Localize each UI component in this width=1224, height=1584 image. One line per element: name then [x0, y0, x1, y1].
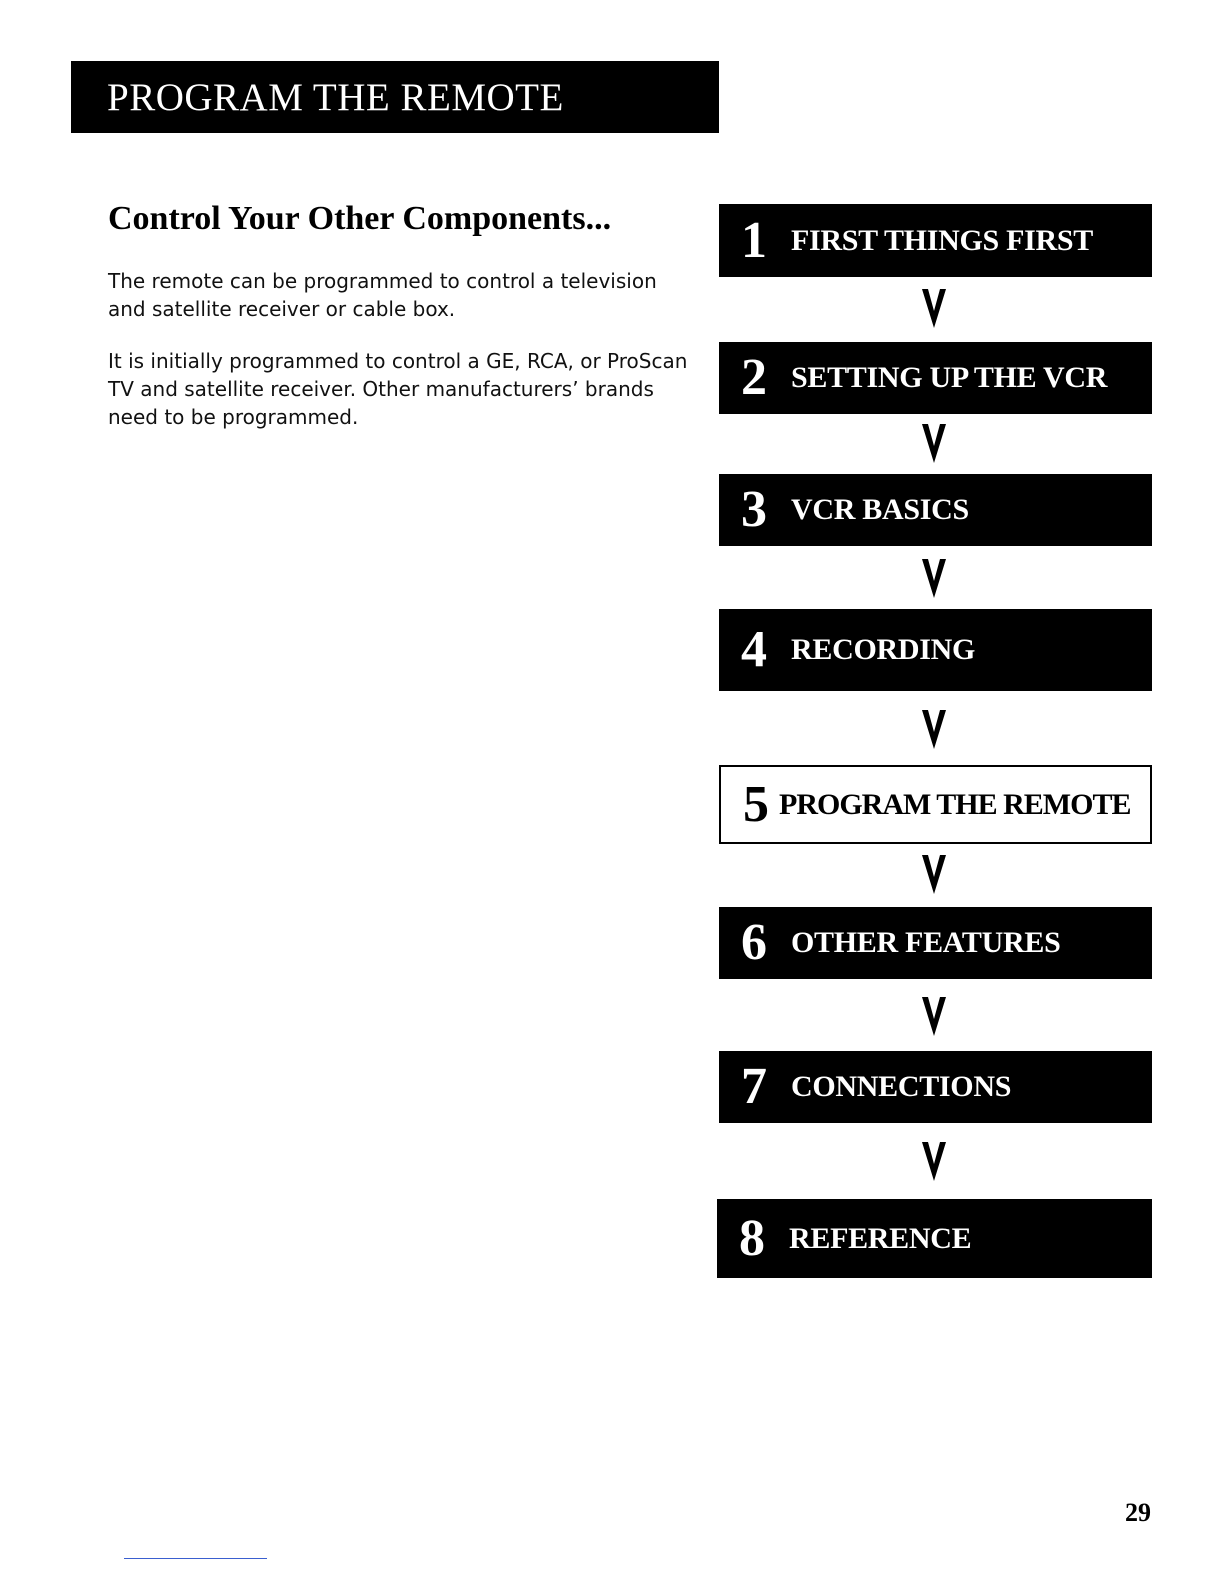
down-arrow-icon	[919, 1140, 949, 1184]
chapter-step-5-current[interactable]	[719, 765, 1152, 844]
footer-divider	[124, 1558, 267, 1559]
step-label: SETTING UP THE VCR	[791, 361, 1108, 394]
step-number: 1	[741, 211, 767, 269]
intro-paragraph-1: The remote can be programmed to control a television and satellite receiver or cable box.	[108, 269, 657, 321]
down-arrow-icon	[919, 853, 949, 897]
down-arrow-icon	[919, 287, 949, 331]
step-number: 6	[741, 914, 767, 971]
step-label: FIRST THINGS FIRST	[791, 223, 1093, 257]
down-arrow-icon	[919, 708, 949, 752]
step-number: 8	[739, 1209, 765, 1267]
down-arrow-icon	[919, 422, 949, 466]
section-title: Control Your Other Components...	[108, 200, 612, 237]
step-label: VCR BASICS	[791, 493, 969, 526]
step-label: OTHER FEATURES	[791, 926, 1061, 959]
chapter-step-8[interactable]	[717, 1199, 1152, 1278]
step-number: 2	[741, 349, 767, 406]
down-arrow-icon	[919, 995, 949, 1039]
chapter-step-3[interactable]	[719, 474, 1152, 546]
step-label: CONNECTIONS	[791, 1070, 1012, 1103]
page-header-title: PROGRAM THE REMOTE	[107, 75, 564, 119]
chapter-step-4[interactable]	[719, 609, 1152, 691]
chapter-step-6[interactable]	[719, 907, 1152, 979]
page-header-bar	[71, 61, 719, 133]
step-label: PROGRAM THE REMOTE	[779, 787, 1131, 821]
step-number: 5	[743, 775, 769, 833]
step-number: 7	[741, 1058, 767, 1115]
chapter-step-7[interactable]	[719, 1051, 1152, 1123]
step-number: 4	[741, 621, 767, 678]
intro-paragraph-2: It is initially programmed to control a GE, RCA, or ProScan TV and satellite receiver. Other manufacturers’ brands need to be programmed.	[108, 349, 688, 429]
chapter-step-1[interactable]	[719, 204, 1152, 277]
page-number: 29	[1125, 1498, 1151, 1527]
down-arrow-icon	[919, 557, 949, 601]
step-label: REFERENCE	[789, 1221, 972, 1255]
chapter-step-2[interactable]	[719, 342, 1152, 414]
step-label: RECORDING	[791, 633, 975, 666]
step-number: 3	[741, 481, 767, 538]
